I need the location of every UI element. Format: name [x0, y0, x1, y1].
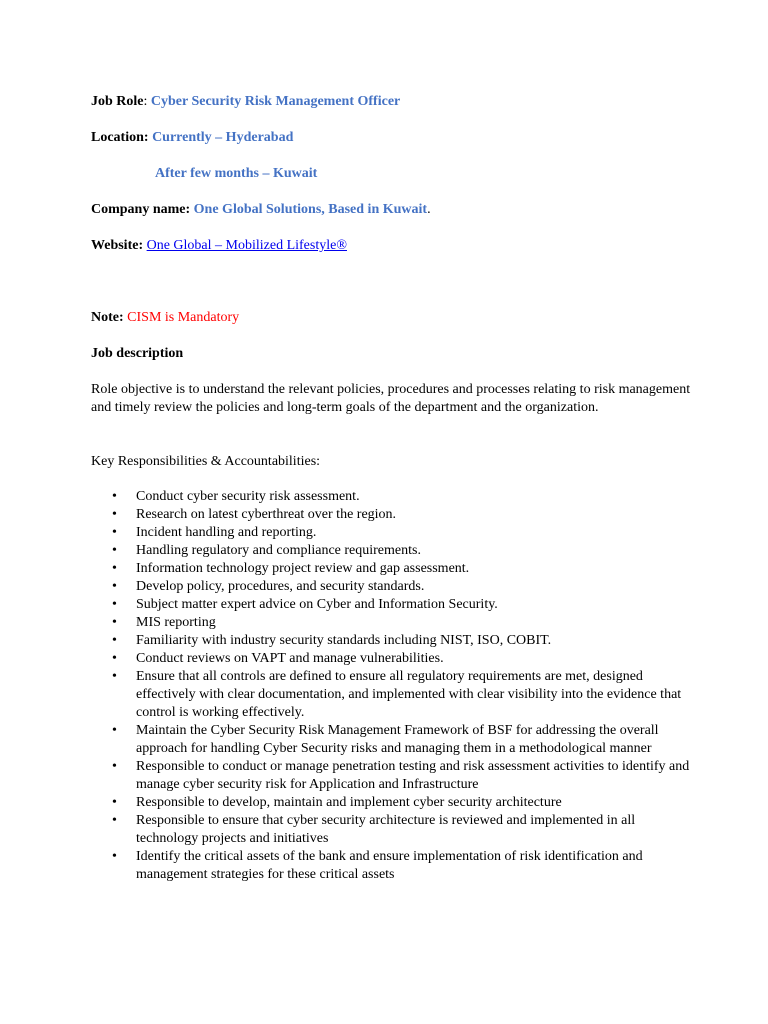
company-line [91, 201, 431, 219]
list-item [91, 596, 691, 614]
list-item-text: Ensure that all controls are defined to ensure all regulatory requirements are met, designed effectively with clear documentation, and implemented with clear visibility into the evidence that control is working effectively. [136, 669, 682, 720]
website-line [91, 237, 347, 255]
list-item-text: Identify the critical assets of the bank and ensure implementation of risk identification and management strategies for these critical assets [136, 849, 643, 882]
job-role-value: Cyber Security Risk Management Officer [150, 94, 401, 109]
bullet-icon: • [112, 723, 117, 738]
list-item [91, 812, 691, 848]
bullet-icon: • [112, 633, 117, 648]
list-item [91, 578, 691, 596]
location-future: After few months – Kuwait [155, 166, 318, 181]
list-item-text: Research on latest cyberthreat over the region. [136, 507, 397, 522]
bullet-icon: • [112, 507, 117, 522]
bullet-icon: • [112, 597, 117, 612]
list-item-text: Develop policy, procedures, and security standards. [136, 579, 425, 594]
bullet-icon: • [112, 849, 117, 864]
list-item [91, 848, 691, 884]
bullet-icon: • [112, 669, 117, 684]
bullet-icon: • [112, 795, 117, 810]
list-item-text: Subject matter expert advice on Cyber and Information Security. [136, 597, 498, 612]
list-item [91, 650, 691, 668]
job-description-heading: Job description [91, 346, 184, 361]
bullet-icon: • [112, 561, 117, 576]
job-role-label: Job Role [91, 94, 144, 109]
list-item-text: MIS reporting [136, 615, 216, 630]
list-item-text: Responsible to ensure that cyber security architecture is reviewed and implemented in all technology projects and initiatives [136, 813, 636, 846]
bullet-icon: • [112, 579, 117, 594]
responsibilities-list [91, 488, 691, 884]
responsibilities-heading: Key Responsibilities & Accountabilities: [91, 454, 321, 469]
list-item-text: Incident handling and reporting. [136, 525, 317, 540]
bullet-icon: • [112, 651, 117, 666]
website-label: Website: [91, 238, 144, 253]
list-item [91, 794, 691, 812]
list-item [91, 722, 691, 758]
note-value: CISM is Mandatory [127, 310, 240, 325]
list-item-text: Conduct cyber security risk assessment. [136, 489, 360, 504]
location-line [91, 129, 293, 147]
list-item [91, 506, 691, 524]
company-period: . [427, 202, 431, 217]
bullet-icon: • [112, 759, 117, 774]
list-item-text: Responsible to conduct or manage penetration testing and risk assessment activities to identify and manage cyber security risk for Application and Infrastructure [136, 759, 690, 792]
job-role-separator: : [143, 94, 151, 109]
location-future-line [155, 165, 317, 183]
list-item [91, 632, 691, 650]
website-link[interactable]: One Global – Mobilized Lifestyle® [146, 238, 347, 253]
bullet-icon: • [112, 489, 117, 504]
list-item [91, 488, 691, 506]
list-item [91, 614, 691, 632]
bullet-icon: • [112, 543, 117, 558]
bullet-icon: • [112, 615, 117, 630]
location-current: Currently – Hyderabad [152, 130, 294, 145]
list-item [91, 524, 691, 542]
bullet-icon: • [112, 813, 117, 828]
location-label: Location: [91, 130, 149, 145]
list-item [91, 668, 691, 722]
job-role-line [91, 93, 400, 111]
list-item-text: Information technology project review and gap assessment. [136, 561, 470, 576]
bullet-icon: • [112, 525, 117, 540]
list-item [91, 560, 691, 578]
list-item-text: Maintain the Cyber Security Risk Management Framework of BSF for addressing the overall approach for handling Cyber Security risks and managing them in a methodological manner [136, 723, 659, 756]
list-item-text: Conduct reviews on VAPT and manage vulnerabilities. [136, 651, 444, 666]
company-label: Company name: [91, 202, 191, 217]
note-label: Note: [91, 310, 124, 325]
list-item [91, 542, 691, 560]
note-line [91, 309, 239, 327]
list-item-text: Responsible to develop, maintain and implement cyber security architecture [136, 795, 562, 810]
role-objective-paragraph: Role objective is to understand the relevant policies, procedures and processes relating to risk management and timely review the policies and long-term goals of the department and the organization. [91, 382, 691, 415]
list-item-text: Familiarity with industry security standards including NIST, ISO, COBIT. [136, 633, 552, 648]
list-item-text: Handling regulatory and compliance requirements. [136, 543, 421, 558]
company-value: One Global Solutions, Based in Kuwait [193, 202, 428, 217]
list-item [91, 758, 691, 794]
